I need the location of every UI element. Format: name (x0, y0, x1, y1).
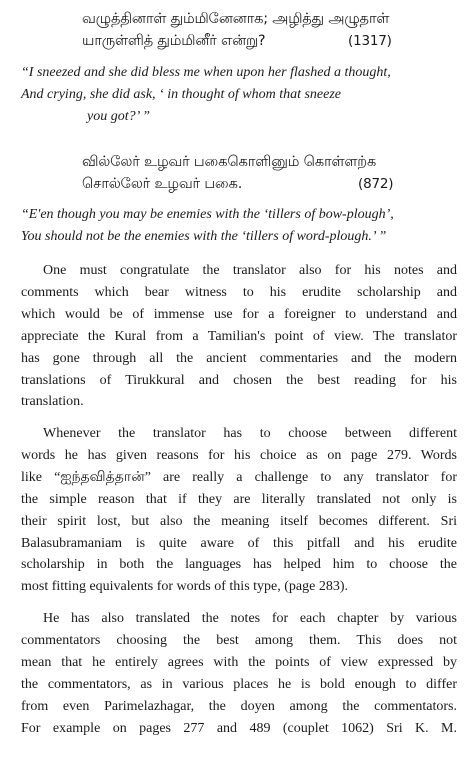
paragraph-line: like “ஐந்தவித்தான்” are really a challenge to any translator for (21, 469, 457, 485)
paragraph-line: commentators choosing the best among them. This does not (21, 632, 457, 648)
couplet-1-translation-line: “I sneezed and she did bless me when upon her flashed a thought, (21, 65, 391, 80)
couplet-2-tamil-line-2-row (82, 173, 394, 195)
couplet-2-translation-line: “E'en though you may be enemies with the ‘tillers of bow-plough’, (21, 207, 394, 222)
paragraph-line: He has also translated the notes for each chapter by various (43, 611, 457, 626)
couplet-1-translation-line: you got?’ ” (87, 109, 150, 124)
paragraph-line: translation. (21, 394, 84, 410)
paragraph-line: the commentators, as in various places he is bold enough to differ (21, 676, 457, 692)
paragraph-line: For example on pages 277 and 489 (couplet 1062) Sri K. M. (21, 720, 457, 736)
paragraph-line: most fitting equivalents for words of this type, (page 283). (21, 579, 348, 595)
couplet-1-translation (21, 62, 391, 128)
body-paragraph-1 (21, 260, 457, 413)
couplet-1-translation-line: And crying, she did ask, ‘ in thought of whom that sneeze (21, 87, 342, 102)
couplet-1-tamil-line-2-row (82, 30, 392, 52)
couplet-1-tamil (82, 8, 392, 52)
paragraph-line: mean that he entirely agrees with the points of view expressed by (21, 654, 457, 670)
paragraph-line: has gone through all the ancient commentaries and the modern (21, 350, 457, 366)
paragraph-line: translations of Tirukkural and chosen the best reading for his (21, 372, 457, 388)
paragraph-line: which would be of immense use for a foreigner to understand and (21, 306, 457, 322)
paragraph-line: One must congratulate the translator also for his notes and (43, 263, 457, 278)
paragraph-line: their spirit lost, but also the meaning itself becomes different. Sri (21, 513, 457, 529)
paragraph-line: comments which bear witness to his erudite scholarship and (21, 284, 457, 300)
couplet-2-translation-line: You should not be the enemies with the ‘tillers of word-plough.’ ” (21, 229, 387, 244)
paragraph-line: appreciate the Kural from a Tamilian's point of view. The translator (21, 328, 457, 344)
body-paragraph-2 (21, 423, 457, 598)
paragraph-line: Balasubramaniam is quite aware of this pitfall and his erudite (21, 535, 457, 551)
paragraph-line: scholarship in both the languages has helped him to choose the (21, 557, 457, 573)
couplet-2-tamil-line-2: சொல்லேர் உழவர் பகை. (82, 176, 243, 192)
paragraph-line: from even Parimelazhagar, the doyen among the commentators. (21, 698, 457, 714)
couplet-2-translation (21, 204, 394, 248)
paragraph-line: the simple reason that if they are literally translated not only is (21, 491, 457, 507)
couplet-2-tamil (82, 151, 394, 195)
body-paragraph-3 (21, 608, 457, 739)
couplet-1-tamil-line-1: வழுத்தினாள் தும்மினேனாக; அழித்து அழுதாள் (82, 11, 390, 27)
couplet-1-tamil-line-2: யாருள்ளித் தும்மினீர் என்று? (82, 33, 266, 49)
paragraph-line: words he has given reasons for his choice as on page 279. Words (21, 447, 457, 463)
couplet-1-number: (1317) (348, 33, 392, 49)
couplet-2-tamil-line-1: வில்லேர் உழவர் பகைகொளினும் கொள்ளற்க (82, 154, 377, 170)
paragraph-line: Whenever the translator has to choose between different (43, 426, 457, 441)
couplet-2-number: (872) (358, 176, 394, 192)
